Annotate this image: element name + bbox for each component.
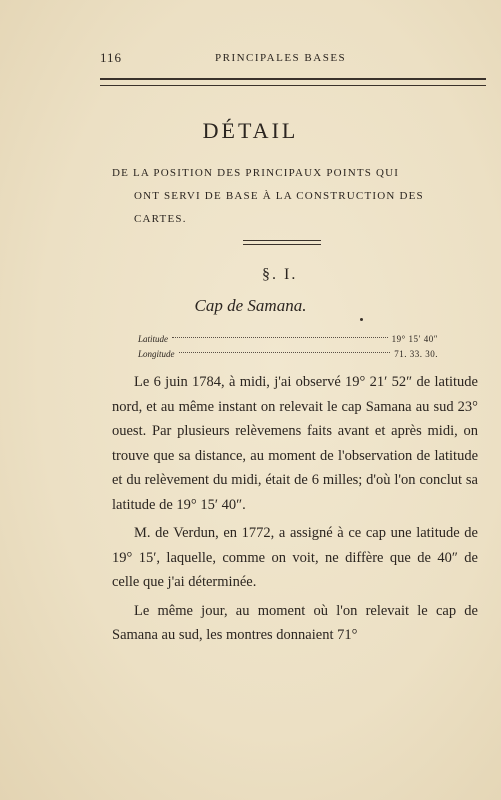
section-number: §. I. [262, 266, 298, 283]
section-divider-rule [243, 240, 321, 245]
coordinate-row-latitude [138, 331, 438, 346]
ink-spot [360, 318, 363, 321]
subtitle-line-2: ONT SERVI DE BASE À LA CONSTRUCTION DES [134, 190, 424, 202]
coordinate-label: Longitude [138, 348, 175, 359]
running-head: PRINCIPALES BASES [215, 52, 347, 64]
coordinates-table [138, 331, 438, 361]
coordinate-label: Latitude [138, 333, 169, 344]
section-heading: Cap de Samana. [194, 296, 307, 315]
leader-dots [172, 337, 388, 338]
coordinate-value: 71. 33. 30. [394, 348, 438, 359]
paragraph: Le 6 juin 1784, à midi, j'ai observé 19° 21′ 52″ de latitude nord, et au même instant on relevait le cap Samana au sud 23° ouest. Par plusieurs relèvemens faits avant et après midi, on trouve que sa distance, au moment de l'observation de latitude et du relèvement du midi, était de 6 milles; d'où l'on conclut sa latitude de 19° 15′ 40″. [112, 374, 478, 513]
subtitle-line-3: CARTES. [134, 213, 187, 225]
body-text [112, 370, 478, 648]
coordinate-value: 19° 15′ 40″ [391, 333, 438, 344]
leader-dots [179, 352, 391, 353]
paragraph: Le même jour, au moment où l'on relevait le cap de Samana au sud, les montres donnaient 71° [112, 602, 478, 643]
chapter-subtitle [112, 162, 477, 231]
chapter-title: DÉTAIL [202, 118, 299, 143]
page-header [100, 50, 486, 70]
subtitle-line-1: DE LA POSITION DES PRINCIPAUX POINTS QUI [112, 167, 400, 179]
paragraph: M. de Verdun, en 1772, a assigné à ce cap une latitude de 19° 15′, laquelle, comme on voit, ne diffère que de 40″ de celle que j'ai déterminée. [112, 525, 478, 590]
header-double-rule [100, 78, 486, 86]
coordinate-row-longitude [138, 346, 438, 361]
page-number: 116 [100, 50, 123, 65]
